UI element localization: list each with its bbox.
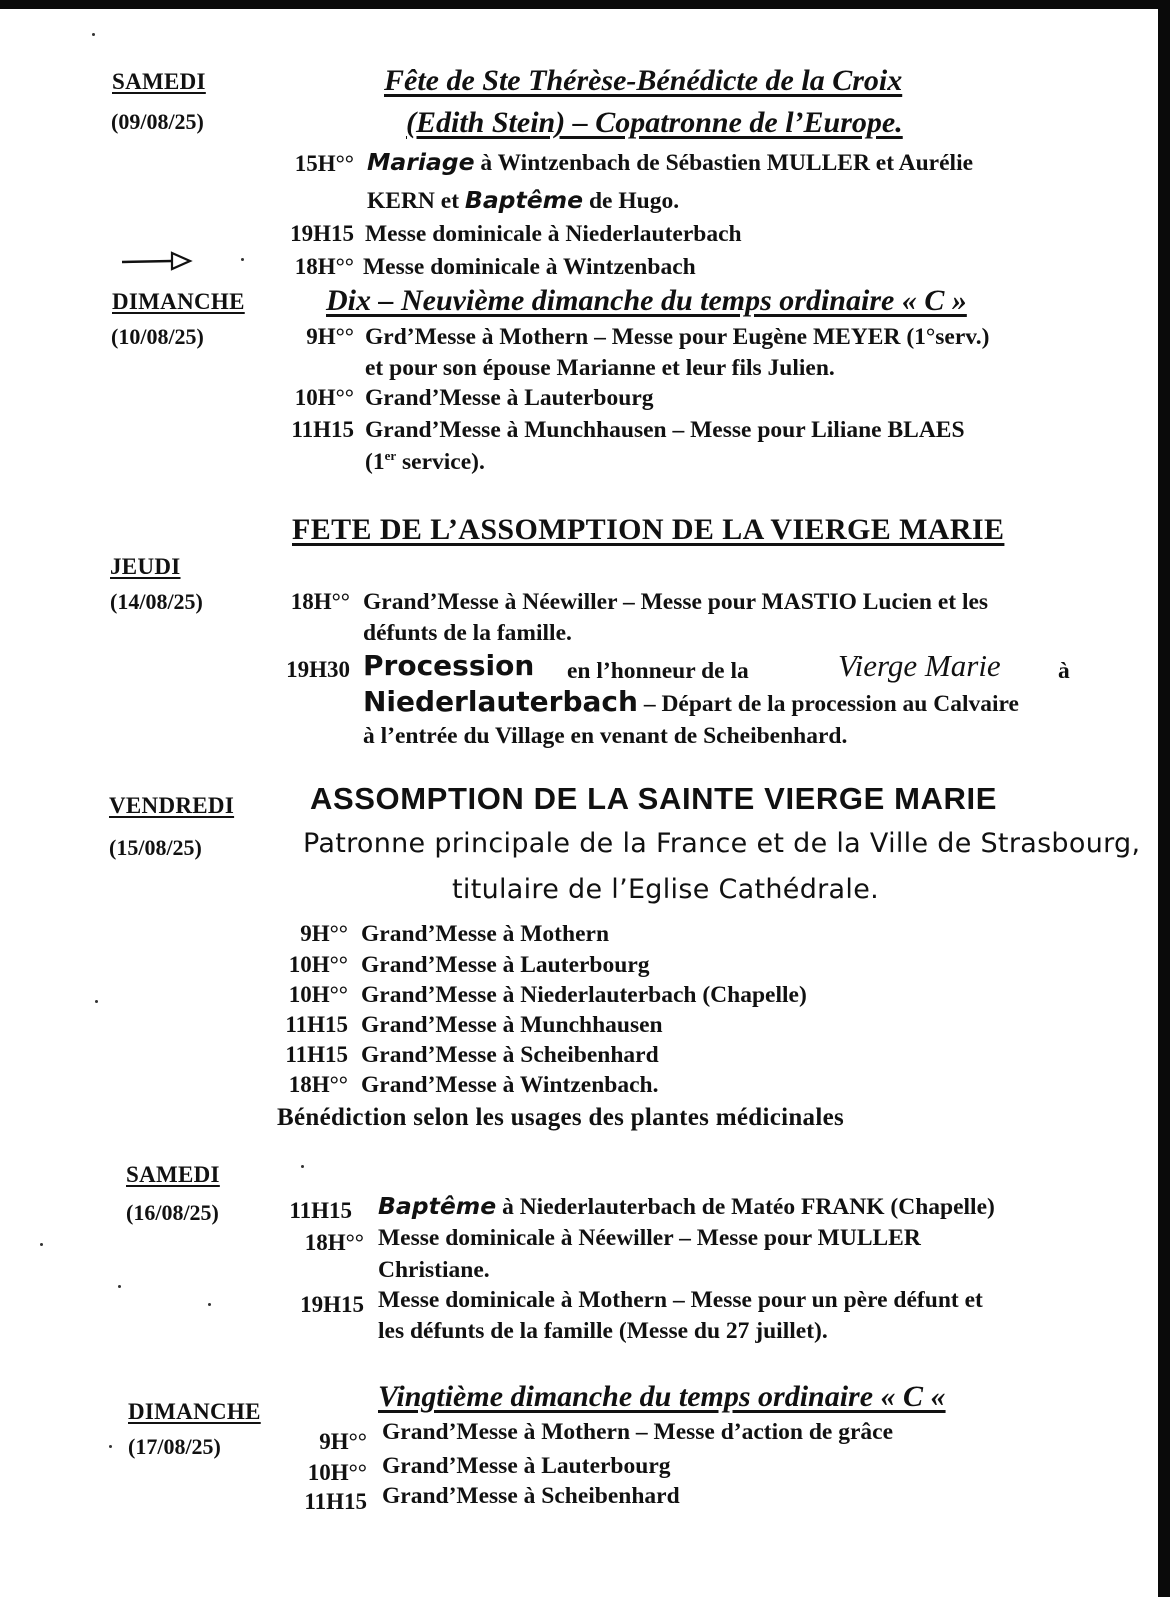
entry-text: Grand’Messe à Mothern – Messe d’action de grâce <box>382 1419 894 1445</box>
entry-text: (1er service). <box>365 448 485 475</box>
scan-border-right <box>1158 0 1170 1597</box>
date-label: (17/08/25) <box>128 1434 221 1459</box>
entry-text: Grand’Messe à Munchhausen <box>361 1012 663 1038</box>
entry-time: 10H°° <box>288 982 348 1007</box>
entry-text: à <box>1058 658 1070 684</box>
entry-time: 11H15 <box>291 417 354 442</box>
entry-text: Grd’Messe à Mothern – Messe pour Eugène MEYER (1°serv.) <box>365 324 990 350</box>
entry-time: 9H°° <box>300 921 348 946</box>
date-label: (10/08/25) <box>111 324 204 349</box>
keyword: Niederlauterbach <box>363 685 638 718</box>
entry-time: 15H°° <box>294 151 354 176</box>
keyword: Procession <box>363 649 535 682</box>
benediction-note: Bénédiction selon les usages des plantes médicinales <box>277 1104 845 1131</box>
day-label: SAMEDI <box>112 69 206 94</box>
scan-speck <box>95 1000 98 1003</box>
entry-text: Grand’Messe à Lauterbourg <box>365 385 654 411</box>
keyword: Baptême <box>464 186 584 214</box>
section-banner: FETE DE L’ASSOMPTION DE LA VIERGE MARIE <box>292 513 1005 546</box>
day-label: DIMANCHE <box>128 1399 261 1424</box>
entry-text: les défunts de la famille (Messe du 27 juillet). <box>378 1318 828 1344</box>
entry-time: 19H15 <box>290 221 354 246</box>
scan-speck <box>301 1165 304 1168</box>
entry-text: Grand’Messe à Mothern <box>361 921 610 947</box>
entry-time: 11H15 <box>285 1042 348 1067</box>
subtitle-line: Patronne principale de la France et de la Ville de Strasbourg, <box>303 828 1141 859</box>
entry-time: 11H15 <box>304 1489 367 1514</box>
day-label: SAMEDI <box>126 1162 220 1187</box>
entry-time: 9H°° <box>319 1429 367 1454</box>
entry-time: 18H°° <box>294 254 354 279</box>
entry-time: 9H°° <box>306 324 354 349</box>
entry-time: 18H°° <box>304 1230 364 1255</box>
entry-text: Christiane. <box>378 1257 490 1283</box>
entry-time: 11H15 <box>285 1012 348 1037</box>
date-label: (14/08/25) <box>110 589 203 614</box>
keyword: Vierge Marie <box>838 648 1001 683</box>
entry-text: défunts de la famille. <box>363 620 572 646</box>
entry-text: à l’entrée du Village en venant de Scheibenhard. <box>363 723 848 749</box>
entry-time: 10H°° <box>288 952 348 977</box>
section-banner: ASSOMPTION DE LA SAINTE VIERGE MARIE <box>310 781 998 816</box>
scan-speck <box>118 1285 121 1288</box>
date-label: (16/08/25) <box>126 1200 219 1225</box>
entry-time: 19H15 <box>300 1292 364 1317</box>
entry-time: 11H15 <box>289 1198 352 1223</box>
hand-drawn-arrow-icon <box>120 250 195 274</box>
entry-time: 18H°° <box>288 1072 348 1097</box>
entry-text: Mariage à Wintzenbach de Sébastien MULLER et Aurélie <box>367 148 974 176</box>
keyword: Baptême <box>378 1192 497 1220</box>
scan-speck <box>109 1445 112 1448</box>
day-label: DIMANCHE <box>112 289 245 314</box>
subtitle-line: titulaire de l’Eglise Cathédrale. <box>452 874 880 905</box>
feast-title: (Edith Stein) – Copatronne de l’Europe. <box>406 106 903 139</box>
entry-text: KERN et Baptême de Hugo. <box>367 186 680 214</box>
entry-text: Messe dominicale à Mothern – Messe pour un père défunt et <box>378 1287 983 1313</box>
entry-text: Niederlauterbach – Départ de la procession au Calvaire <box>363 685 1019 718</box>
entry-time: 19H30 <box>286 657 350 682</box>
entry-text: Grand’Messe à Lauterbourg <box>361 952 650 978</box>
entry-text: Messe dominicale à Néewiller – Messe pour MULLER <box>378 1225 921 1251</box>
day-label: JEUDI <box>110 554 181 579</box>
entry-text: et pour son épouse Marianne et leur fils Julien. <box>365 355 835 381</box>
entry-time: 10H°° <box>294 385 354 410</box>
entry-text: Grand’Messe à Scheibenhard <box>361 1042 659 1068</box>
entry-text: Grand’Messe à Scheibenhard <box>382 1483 680 1509</box>
scan-speck <box>92 33 95 36</box>
keyword: Mariage <box>367 148 475 176</box>
entry-text: Baptême à Niederlauterbach de Matéo FRANK (Chapelle) <box>378 1192 995 1220</box>
entry-text: Grand’Messe à Néewiller – Messe pour MASTIO Lucien et les <box>363 589 989 615</box>
scan-speck <box>241 258 244 261</box>
day-label: VENDREDI <box>109 793 235 818</box>
scan-speck <box>40 1243 43 1246</box>
entry-text: Grand’Messe à Lauterbourg <box>382 1453 671 1479</box>
feast-title: Fête de Ste Thérèse-Bénédicte de la Croix <box>384 64 903 97</box>
entry-text: Grand’Messe à Wintzenbach. <box>361 1072 659 1098</box>
scan-border-top <box>0 0 1160 9</box>
date-label: (15/08/25) <box>109 835 202 860</box>
feast-title: Vingtième dimanche du temps ordinaire « C « <box>378 1380 946 1413</box>
entry-time: 18H°° <box>290 589 350 614</box>
entry-text: Grand’Messe à Munchhausen – Messe pour Liliane BLAES <box>365 417 965 443</box>
entry-text: en l’honneur de la <box>567 658 749 684</box>
scan-speck <box>208 1303 211 1306</box>
entry-text: Grand’Messe à Niederlauterbach (Chapelle) <box>361 982 807 1008</box>
date-label: (09/08/25) <box>111 109 204 134</box>
entry-time: 10H°° <box>307 1460 367 1485</box>
entry-text: Messe dominicale à Wintzenbach <box>363 254 696 280</box>
feast-title: Dix – Neuvième dimanche du temps ordinaire « C » <box>326 284 967 317</box>
entry-text: Messe dominicale à Niederlauterbach <box>365 221 742 247</box>
